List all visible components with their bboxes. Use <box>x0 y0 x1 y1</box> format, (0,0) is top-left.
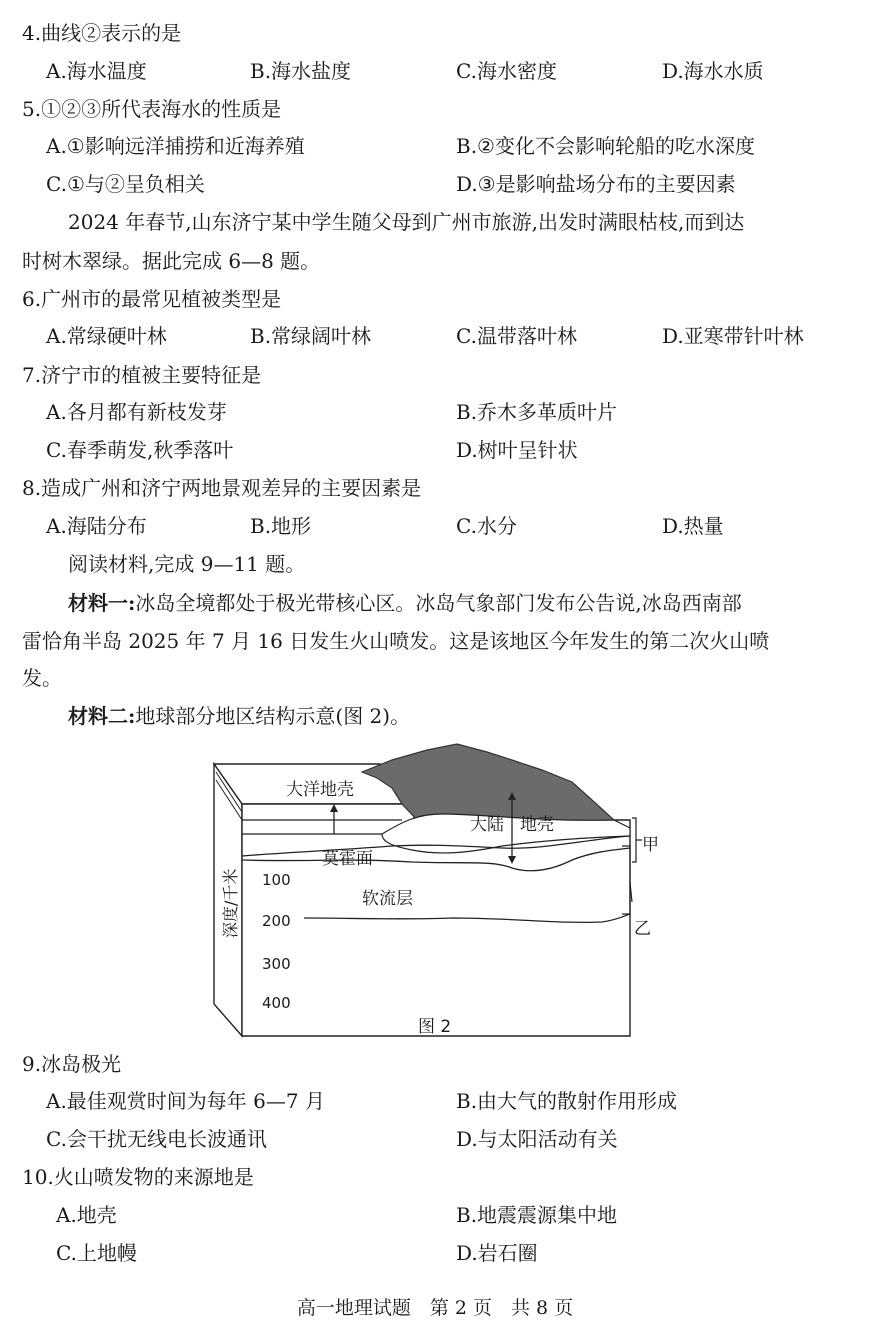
q7-option-b: B.乔木多革质叶片 <box>456 400 618 424</box>
q4-option-d: D.海水水质 <box>662 59 764 83</box>
tick-200: 200 <box>262 912 291 930</box>
q10-option-a: A.地壳 <box>56 1203 117 1227</box>
tick-100: 100 <box>262 871 291 889</box>
q5-option-a: A.①影响远洋捕捞和近海养殖 <box>46 134 305 158</box>
label-depth-axis: 深度/千米 <box>221 868 240 938</box>
label-oceanic-crust: 大洋地壳 <box>286 780 354 800</box>
intro-6-8-line2: 时树木翠绿。据此完成 6—8 题。 <box>22 249 321 273</box>
q7-option-c: C.春季萌发,秋季落叶 <box>46 438 234 462</box>
question-7-stem: 7.济宁市的植被主要特征是 <box>22 363 262 387</box>
material-1-line3: 发。 <box>22 666 62 690</box>
tick-300: 300 <box>262 955 291 973</box>
material-1-text-1: 冰岛全境都处于极光带核心区。冰岛气象部门发布公告说,冰岛西南部 <box>135 591 742 615</box>
question-6-stem: 6.广州市的最常见植被类型是 <box>22 287 282 311</box>
label-continental-a: 大陆 <box>470 815 504 835</box>
q7-option-d: D.树叶呈针状 <box>456 438 578 462</box>
intro-6-8-line1: 2024 年春节,山东济宁某中学生随父母到广州市旅游,出发时满眼枯枝,而到达 <box>68 210 745 234</box>
figure-caption: 图 2 <box>418 1017 452 1037</box>
label-moho: 莫霍面 <box>322 849 373 869</box>
q9-option-a: A.最佳观赏时间为每年 6—7 月 <box>46 1089 325 1113</box>
q5-option-b: B.②变化不会影响轮船的吃水深度 <box>456 134 755 158</box>
q9-option-c: C.会干扰无线电长波通讯 <box>46 1127 267 1151</box>
q6-option-b: B.常绿阔叶林 <box>250 324 372 348</box>
q6-option-a: A.常绿硬叶林 <box>46 324 167 348</box>
intro-9-11: 阅读材料,完成 9—11 题。 <box>68 552 306 576</box>
material-2-text: 地球部分地区结构示意(图 2)。 <box>135 704 411 728</box>
question-5-stem: 5.①②③所代表海水的性质是 <box>22 97 282 121</box>
material-1-line1 <box>68 590 742 616</box>
q5-option-d: D.③是影响盐场分布的主要因素 <box>456 172 736 196</box>
q10-option-d: D.岩石圈 <box>456 1241 538 1265</box>
q9-option-d: D.与太阳活动有关 <box>456 1127 618 1151</box>
q4-option-a: A.海水温度 <box>46 59 147 83</box>
figure-2 <box>212 742 660 1038</box>
q8-option-d: D.热量 <box>662 514 724 538</box>
label-jia: 甲 <box>642 835 659 855</box>
q6-option-c: C.温带落叶林 <box>456 324 577 348</box>
q4-option-c: C.海水密度 <box>456 59 557 83</box>
label-yi: 乙 <box>634 919 651 939</box>
question-9-stem: 9.冰岛极光 <box>22 1052 122 1076</box>
question-10-stem: 10.火山喷发物的来源地是 <box>22 1165 254 1189</box>
q9-option-b: B.由大气的散射作用形成 <box>456 1089 678 1113</box>
q5-option-c: C.①与②呈负相关 <box>46 172 205 196</box>
q8-option-c: C.水分 <box>456 514 517 538</box>
q8-option-b: B.地形 <box>250 514 312 538</box>
question-4-stem: 4.曲线②表示的是 <box>22 21 182 45</box>
material-1-label: 材料一: <box>68 591 136 615</box>
question-8-stem: 8.造成广州和济宁两地景观差异的主要因素是 <box>22 476 422 500</box>
q6-option-d: D.亚寒带针叶林 <box>662 324 804 348</box>
q4-option-b: B.海水盐度 <box>250 59 352 83</box>
material-2-label: 材料二: <box>68 704 136 728</box>
material-2-line <box>68 703 410 729</box>
q8-option-a: A.海陆分布 <box>46 514 147 538</box>
q7-option-a: A.各月都有新枝发芽 <box>46 400 227 424</box>
page-footer: 高一地理试题 第 2 页 共 8 页 <box>296 1297 574 1319</box>
q10-option-c: C.上地幔 <box>56 1241 137 1265</box>
earth-structure-diagram <box>212 742 660 1038</box>
label-asthenosphere: 软流层 <box>362 889 413 909</box>
label-continental-b: 地壳 <box>520 815 554 835</box>
q10-option-b: B.地震震源集中地 <box>456 1203 618 1227</box>
jia-bracket <box>632 818 636 862</box>
material-1-line2: 雷恰角半岛 2025 年 7 月 16 日发生火山喷发。这是该地区今年发生的第二次火山喷 <box>22 629 770 653</box>
tick-400: 400 <box>262 994 291 1012</box>
